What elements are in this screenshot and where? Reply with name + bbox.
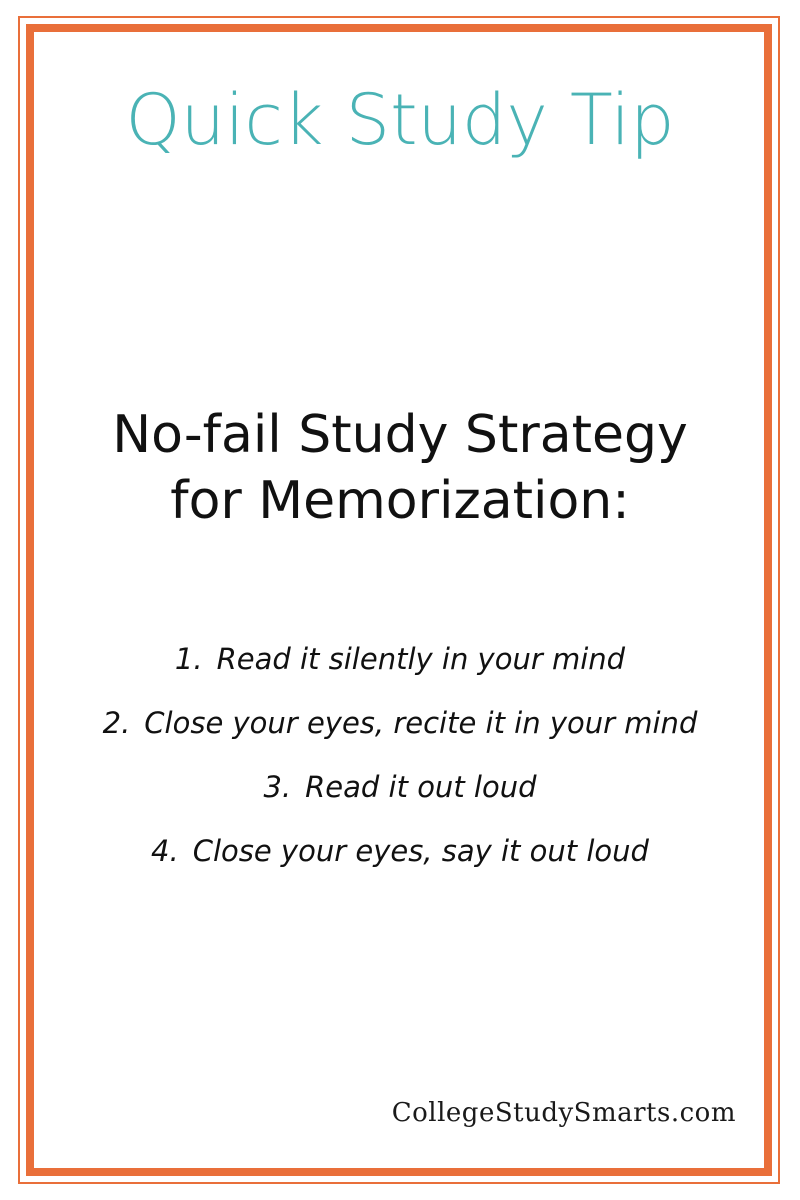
page-title: Quick Study Tip (125, 79, 675, 161)
step-item (0, 760, 800, 824)
step-number: 1. (174, 642, 203, 676)
step-text: Close your eyes, say it out loud (192, 834, 649, 868)
steps-list (0, 632, 800, 888)
strategy-heading (0, 402, 800, 534)
step-item (0, 824, 800, 888)
step-number: 3. (263, 770, 292, 804)
website-url: CollegeStudySmarts.com (391, 1098, 736, 1128)
strategy-heading-line-1: No-fail Study Strategy (112, 405, 688, 465)
step-number: 2. (102, 706, 131, 740)
step-text: Read it out loud (305, 770, 537, 804)
step-text: Close your eyes, recite it in your mind (144, 706, 698, 740)
strategy-heading-line-2: for Memorization: (170, 471, 630, 531)
step-text: Read it silently in your mind (216, 642, 626, 676)
step-item (0, 632, 800, 696)
step-number: 4. (151, 834, 179, 868)
inner-frame (26, 24, 772, 1176)
step-item (0, 696, 800, 760)
